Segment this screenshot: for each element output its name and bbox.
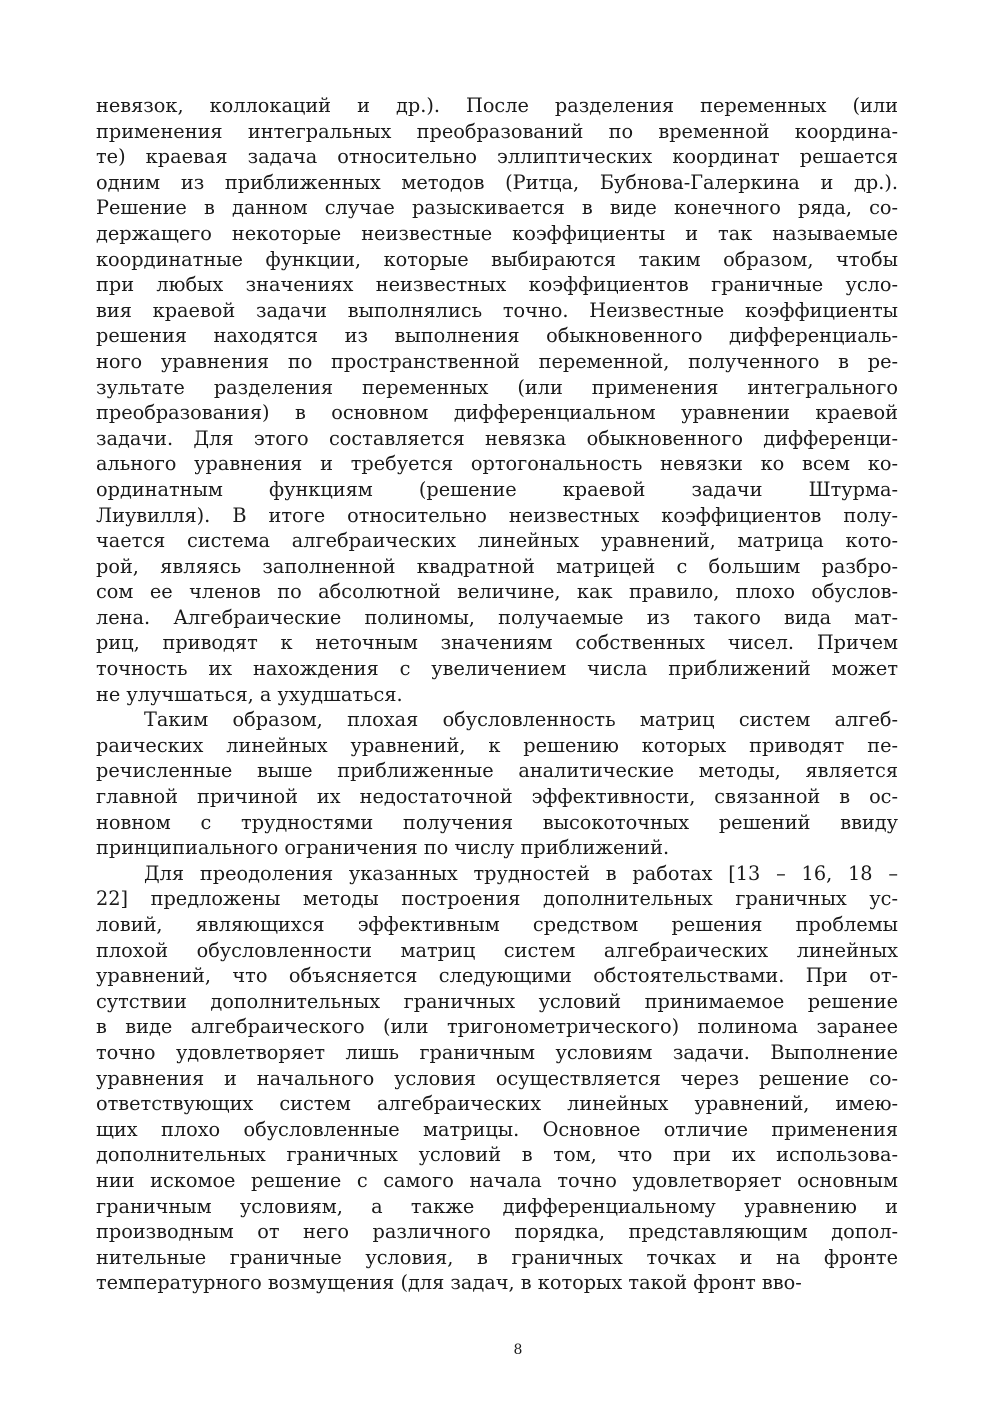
text-line: при любых значениях неизвестных коэффициентов граничные усло-: [96, 273, 898, 297]
text-line: уравнений, что объясняется следующими обстоятельствами. При от-: [96, 964, 898, 988]
text-line: щих плохо обусловленные матрицы. Основное отличие применения: [96, 1117, 898, 1141]
text-line: новном с трудностями получения высокоточных решений ввиду: [96, 810, 898, 834]
text-line: держащего некоторые неизвестные коэффициенты и так называемые: [96, 221, 898, 245]
text-line: применения интегральных преобразований по временной координа-: [96, 119, 898, 143]
text-line: координатные функции, которые выбираются таким образом, чтобы: [96, 247, 898, 271]
text-line: риц, приводят к неточным значениям собственных чисел. Причем: [96, 631, 898, 655]
text-line: принципиального ограничения по числу приближений.: [96, 836, 670, 860]
text-line: одним из приближенных методов (Ритца, Бубнова-Галеркина и др.).: [96, 170, 898, 194]
text-line: Для преодоления указанных трудностей в работах [13 – 16, 18 –: [144, 861, 898, 885]
text-line: ординатным функциям (решение краевой задачи Штурма-: [96, 477, 898, 501]
text-line: речисленные выше приближенные аналитические методы, является: [96, 759, 898, 783]
paragraph: [96, 93, 898, 707]
text-line: дополнительных граничных условий в том, что при их использова-: [96, 1143, 898, 1167]
text-line: зультате разделения переменных (или применения интегрального: [96, 375, 898, 399]
text-line: рой, являясь заполненной квадратной матрицей с большим разбро-: [96, 554, 898, 578]
paragraph: [96, 861, 898, 1296]
text-line: производным от него различного порядка, представляющим допол-: [96, 1220, 898, 1244]
text-line: Лиувилля). В итоге относительно неизвестных коэффициентов полу-: [96, 503, 898, 527]
text-line: ального уравнения и требуется ортогональность невязки ко всем ко-: [96, 452, 898, 476]
text-line: ного уравнения по пространственной переменной, полученного в ре-: [96, 349, 898, 373]
text-line: решения находятся из выполнения обыкновенного дифференциаль-: [96, 324, 898, 348]
text-line: температурного возмущения (для задач, в которых такой фронт вво-: [96, 1271, 802, 1295]
page-number: 8: [513, 1342, 523, 1358]
text-line: граничным условиям, а также дифференциальному уравнению и: [96, 1194, 898, 1218]
text-line: уравнения и начального условия осуществляется через решение со-: [96, 1066, 898, 1090]
text-line: сутствии дополнительных граничных условий принимаемое решение: [96, 989, 898, 1013]
text-line: преобразования) в основном дифференциальном уравнении краевой: [96, 401, 898, 425]
text-line: ответствующих систем алгебраических линейных уравнений, имею-: [96, 1092, 898, 1116]
text-line: точность их нахождения с увеличением числа приближений может: [96, 657, 898, 681]
text-line: задачи. Для этого составляется невязка обыкновенного дифференци-: [96, 426, 898, 450]
text-line: раических линейных уравнений, к решению которых приводят пе-: [96, 733, 898, 757]
text-line: плохой обусловленности матриц систем алгебраических линейных: [96, 938, 898, 962]
text-line: чается система алгебраических линейных уравнений, матрица кото-: [96, 529, 898, 553]
text-line: не улучшаться, а ухудшаться.: [96, 682, 403, 706]
text-line: 22] предложены методы построения дополнительных граничных ус-: [96, 887, 898, 911]
text-line: ловий, являющихся эффективным средством решения проблемы: [96, 913, 898, 936]
text-line: невязок, коллокаций и др.). После разделения переменных (или: [96, 94, 898, 117]
text-line: главной причиной их недостаточной эффективности, связанной в ос-: [96, 785, 898, 809]
text-line: вия краевой задачи выполнялись точно. Неизвестные коэффициенты: [96, 298, 898, 322]
text-line: Таким образом, плохая обусловленность матриц систем алгеб-: [144, 708, 898, 732]
text-line: нительные граничные условия, в граничных точках и на фронте: [96, 1245, 898, 1269]
paragraph: [96, 707, 898, 861]
body-text: [96, 93, 898, 1296]
text-line: нии искомое решение с самого начала точно удовлетворяет основным: [96, 1168, 898, 1192]
text-line: точно удовлетворяет лишь граничным условиям задачи. Выполнение: [96, 1040, 898, 1064]
text-line: лена. Алгебраические полиномы, получаемые из такого вида мат-: [96, 605, 898, 629]
text-line: Решение в данном случае разыскивается в виде конечного ряда, со-: [96, 196, 898, 220]
text-line: сом ее членов по абсолютной величине, как правило, плохо обуслов-: [96, 580, 898, 604]
text-line: в виде алгебраического (или тригонометрического) полинома заранее: [96, 1015, 898, 1039]
text-line: те) краевая задача относительно эллиптических координат решается: [96, 145, 898, 169]
